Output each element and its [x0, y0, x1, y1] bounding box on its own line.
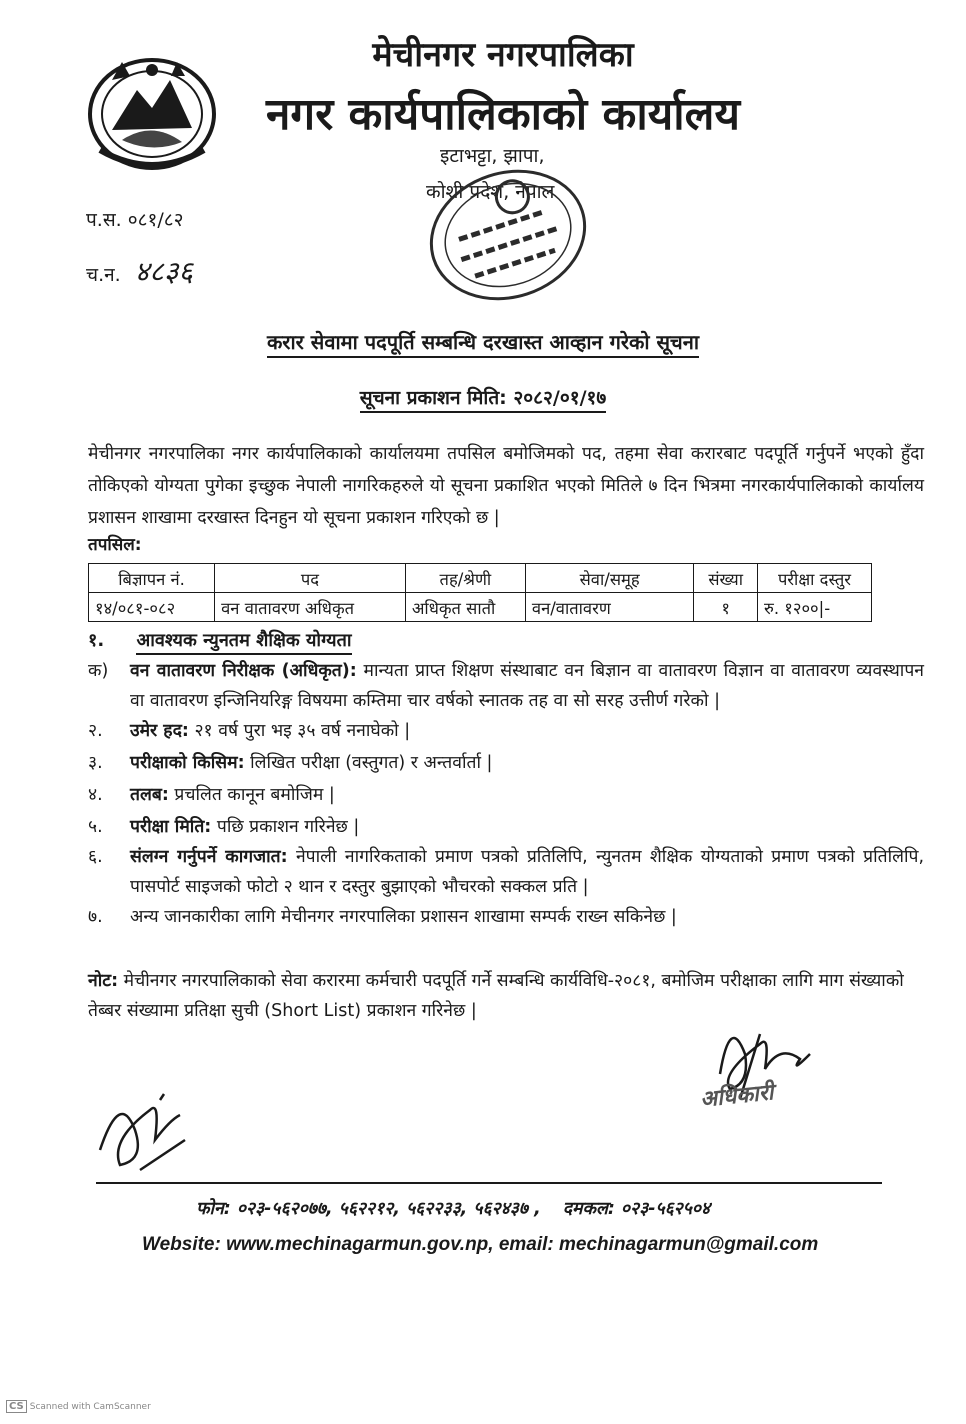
notice-title-text: करार सेवामा पदपूर्ति सम्बन्धि दरखास्त आव्हान गरेको सूचना	[267, 330, 699, 358]
phone-numbers: फोन: ०२३-५६२०७७, ५६२२१२, ५६२२३३, ५६२४३७ ,	[196, 1199, 541, 1219]
fire-number: दमकल: ०२३-५६२५०४	[562, 1199, 711, 1219]
item-number: ५.	[88, 817, 103, 837]
item-number: ३.	[88, 753, 103, 773]
table-header-cell: तह/श्रेणी	[405, 564, 525, 593]
list-item	[88, 780, 924, 810]
section-title: आवश्यक न्युनतम शैक्षिक योग्यता	[136, 630, 351, 655]
scanner-watermark	[6, 1400, 151, 1413]
fiscal-year: प.स. ०८१/८२	[86, 209, 184, 231]
list-item	[88, 842, 924, 902]
table-cell: १४/०८१-०८२	[89, 593, 215, 622]
table-header-cell: पद	[215, 564, 406, 593]
item-text: नेपाली नागरिकताको प्रमाण पत्रको प्रतिलिपि, न्युनतम शैक्षिक योग्यताको प्रमाण पत्रको प्रतिलिपि, पासपोर्ट साइजको फोटो २ थान र दस्तुर बुझाएको भौचरको सक्कल प्रति |	[130, 847, 925, 897]
table-row	[89, 593, 872, 622]
list-item	[88, 716, 924, 746]
table-header-row	[89, 564, 872, 593]
note-text: मेचीनगर नगरपालिकाको सेवा करारमा कर्मचारी पदपूर्ति गर्ने सम्बन्धि कार्यविधि-२०८१, बमोजिम परीक्षाका लागि माग संख्याको तेब्बर संख्यामा प्रतिक्षा सुची (Short List) प्रकाशन गरिनेछ |	[88, 971, 904, 1021]
list-item	[88, 902, 924, 932]
tapsil-label: तपसिल:	[88, 535, 142, 555]
table-cell: अधिकृत सातौ	[405, 593, 525, 622]
table-header-cell: परीक्षा दस्तुर	[757, 564, 871, 593]
item-text: अन्य जानकारीका लागि मेचीनगर नगरपालिका प्रशासन शाखामा सम्पर्क राख्न सकिनेछ |	[130, 907, 677, 927]
office-seal-icon	[420, 160, 595, 310]
notice-body: मेचीनगर नगरपालिका नगर कार्यपालिकाको कार्यालयमा तपसिल बमोजिमको पद, तहमा सेवा करारबाट पदपूर्ति गर्नुपर्ने भएको हुँदा तोकिएको योग्यता पुगेका इच्छुक नेपाली नागरिकहरुले यो सूचना प्रकाशित भएको मितिले ७ दिन भित्रमा नगरकार्यपालिकाको कार्यालय प्रशासन शाखामा दरखास्त दिनहुन यो सूचना प्रकाशन गरिएको छ |	[88, 444, 924, 528]
signature-left	[90, 1080, 200, 1180]
table-header-cell: संख्या	[694, 564, 758, 593]
vacancy-table	[88, 563, 872, 622]
camscanner-icon: CS	[6, 1400, 27, 1413]
item-number: ४.	[88, 785, 103, 805]
item-label: संलग्न गर्नुपर्ने कागजात:	[130, 847, 288, 867]
item-label: परीक्षाको किसिम:	[130, 753, 245, 773]
table-cell: वन वातावरण अधिकृत	[215, 593, 406, 622]
dispatch-label: च.न.	[86, 264, 121, 286]
item-number: ६.	[88, 847, 103, 867]
list-item	[88, 656, 924, 716]
section-number: १.	[88, 630, 105, 651]
item-text: प्रचलित कानून बमोजिम |	[168, 785, 335, 805]
item-label: उमेर हद:	[130, 721, 189, 741]
signatory-name: अधिकारी	[699, 1080, 775, 1113]
table-cell: रु. १२००|-	[757, 593, 871, 622]
publish-date-text: सूचना प्रकाशन मिति: २०८२/०१/१७	[360, 387, 607, 413]
publish-date	[0, 384, 966, 410]
item-text: लिखित परीक्षा (वस्तुगत) र अन्तर्वार्ता |	[244, 753, 493, 773]
signature-right	[690, 1014, 890, 1144]
item-number: क)	[88, 661, 109, 681]
dispatch-number-row	[86, 252, 193, 290]
scanner-text: Scanned with CamScanner	[29, 1402, 151, 1412]
item-text: २१ वर्ष पुरा भइ ३५ वर्ष ननाघेको |	[188, 721, 411, 741]
table-header-cell: बिज्ञापन नं.	[89, 564, 215, 593]
table-cell: १	[694, 593, 758, 622]
municipality-name: मेचीनगर नगरपालिका	[372, 35, 634, 75]
item-number: २.	[88, 721, 103, 741]
table-cell: वन/वातावरण	[525, 593, 694, 622]
dispatch-number: ४८३६	[134, 255, 193, 288]
item-label: वन वातावरण निरीक्षक (अधिकृत):	[130, 661, 357, 681]
item-label: तलब:	[130, 785, 169, 805]
address-line-2: कोशी प्रदेश, नेपाल	[426, 181, 555, 203]
office-name: नगर कार्यपालिकाको कार्यालय	[266, 89, 740, 140]
list-item	[88, 812, 924, 842]
notice-title	[0, 328, 966, 355]
note-label: नोट:	[88, 971, 119, 991]
list-item	[88, 748, 924, 778]
item-text: मान्यता प्राप्त शिक्षण संस्थाबाट वन बिज्ञान वा वातावरण विज्ञान वा वातावरण व्यवस्थापन वा वातावरण इन्जिनियरिङ्ग विषयमा कम्तिमा चार वर्षको स्नातक तह वा सो सरह उत्तीर्ण गरेको |	[130, 661, 924, 711]
footer-phone-row	[196, 1196, 710, 1220]
footer-website: Website: www.mechinagarmun.gov.np, email: mechinagarmun@gmail.com	[142, 1234, 819, 1255]
item-number: ७.	[88, 907, 103, 927]
item-label: परीक्षा मिति:	[130, 817, 212, 837]
address-line-1: इटाभट्टा, झापा,	[440, 145, 545, 167]
item-text: पछि प्रकाशन गरिनेछ |	[211, 817, 360, 837]
footer-divider	[96, 1182, 882, 1184]
section-heading	[88, 628, 352, 652]
table-header-cell: सेवा/समूह	[525, 564, 694, 593]
